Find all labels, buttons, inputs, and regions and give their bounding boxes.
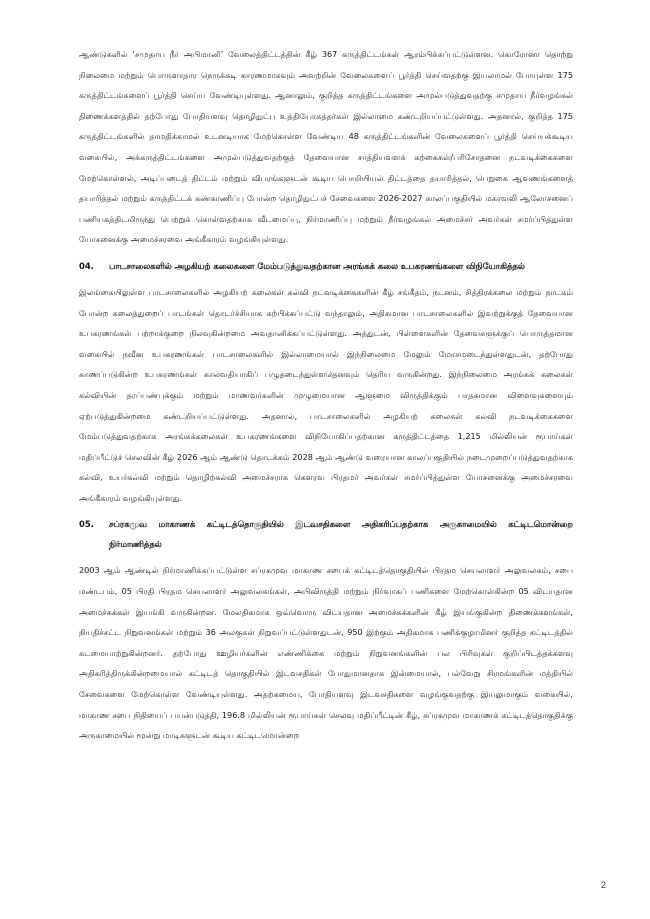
page-number: 2	[600, 880, 606, 890]
section-05-title: சப்ரகமுவ மாகாணக் கட்டிடத்தொகுதியில் இடவசதிகளை அதிகரிப்பதற்காக அருகாமையில் கட்டிடமொன்றை நிர்மாணித்தல்	[109, 519, 573, 550]
section-04-title: பாடசாலைகளில் அழகியற் கலைகளை மேம்படுத்துவதற்கான அரங்கக் கலை உபகரணங்களை விநியோகித்தல்	[109, 260, 525, 271]
intro-paragraph: ஆண்டுகளில் ‘சமுதாய நீர் அபிமானி’ வேலைத்திட்டத்தின் கீழ் 367 கருத்திட்டங்கள் ஆரம்பிக்கப்பட்டுள்ளன. கொரோனா தொற்று நிலைமை மற்றும் பொருளாதார நெருக்கடி காரணமாகவும் அவற்றின் வேலைகளைப் பூர்த்தி செய்வதற்கு இயலாமல் போயுள்ள 175 கருத்திட்டங்களைப் பூர்த்தி செய்ய வேண்டியுள்ளது. ஆனாலும், குறித்த கருத்திட்டங்களை அமுல்படுத்துவதற்கு சமுதாய நீர்வழங்கல் திணைக்களத்தில் தற்போது போதியளவு தொழிநுட்ப உத்தியோகத்தர்கள் இல்லாமை கண்டறியப்பட்டுள்ளது. அதனால், குறித்த 175 கருத்திட்டங்களில் தாமதிக்காமல் உடனடியாக மேற்கொள்ள வேண்டிய 48 கருத்திட்டங்களின் வேலைகளைப் பூர்த்தி செய்யக்கூடிய வகையில், அக்கருத்திட்டங்களை அமுல்படுத்துவதற்குத் தேவையான சாத்தியவளக் கற்கைகள்/பரிசோதனை நடவடிக்கைகளை மேற்கொள்ளல், அடிப்படைத் திட்டம் மற்றும் விபரங்களுடன் கூடிய பொறியியல் திட்டத்தை தயாரித்தல், பெறுகை ஆவணங்களைத் தயாரித்தல் மற்றும் கருத்திட்டக் கண்காணிப்பு போன்ற தொழிநுட்பச் சேவைகளை 2026-2027 காலப்பகுதியில் மகாவலி ஆலோசனைப் பணியகத்திடமிருந்து பெற்றுக் கொள்வதற்காக வீடமைப்பு, நிர்மாணிப்பு மற்றும் நீர்வழங்கல் அமைச்சர் அவர்கள் சமர்ப்பித்துள்ள யோசனைக்கு அமைச்சரவை அங்கீகாரம் வழங்கியுள்ளது.	[79, 49, 573, 245]
section-05-body: 2003 ஆம் ஆண்டில் நிர்மாணிக்கப்பட்டுள்ள சப்ரகமுவ மாகாண சபைக் கட்டிடத்தொகுதியில் பிரதம செயலாளர் அலுவலகம், சபை மண்டபம், 05 பிரதி பிரதம செயலாளர் அலுவலகங்கள், அபிவிருத்தி மற்றும் நிர்வாகப் பணிகளை மேற்கொள்கின்ற 05 விடயதான அமைச்சுக்கள் இயங்கி வருகின்றன. மேலதிகமாக ஒவ்வொரு விடயதான அமைச்சுக்களின் கீழ் இயங்குகின்ற திணைக்களங்கள், நியதிச்சட்ட நிறுவனங்கள் மற்றும் 36 அலகுகள் நிறுவப்பட்டுள்ளதுடன், 950 இற்கும் அதிகமாக பணிக்குழாமினர் குறித்த கட்டிடத்தில் கடமையாற்றுகின்றனர். தற்போது ஊழியர்களின் எண்ணிக்கை மற்றும் நிறுவனங்களின் பல பிரிவுகள் குறிப்பிடத்தக்களவு அதிகரித்திருக்கின்றமையால் கட்டிடத் தொகுதியில் இடவசதிகள் போதுமானதாக இன்மையால், பல்வேறு சிரமங்களின் மத்தியில் சேவைகளை மேற்கொள்ள வேண்டியுள்ளது. அதற்கமைய, போதியளவு இடவசதிகளை வழங்குவதற்கு இயலுமாகும் வகையில், மாகாண சபை நிதியைப் பயன்படுத்தி, 196.8 மில்லியன் ரூபாய்கள் செலவு மதிப்பீட்டின் கீழ், சப்ரகமுவ மாகாணக் கட்டிடத்தொகுதிக்கு அருகாமையில் மூன்று மாடிகளுடன் கூடிய கட்டிடமொன்றை	[79, 565, 573, 741]
section-04-heading	[79, 256, 573, 276]
section-05-heading	[79, 514, 573, 554]
section-04-body: இலங்கையிலுள்ள பாடசாலைகளில் அழகியற் கலைகள் கல்வி நடவடிக்கைகளின் கீழ் சங்கீதம், நடனம், சித்திரக்கலை மற்றும் நாடகம் போன்ற கலைத்துறைப் பாடங்கள் தொடர்ச்சியாக கற்பிக்கப்பட்டு வந்தாலும், அதிகமான பாடசாலைகளில் இவற்றுக்குத் தேவையான உபகரணங்கள் பற்றாக்குறை நிலவுகின்றமை அவதானிக்கப்பட்டுள்ளது. அத்துடன், பிள்ளைகளின் தேவைகளுக்குப் பொருத்தமான வகையில் நவீன உபகரணங்கள் பாடசாலைகளில் இல்லாமையால் இந்நிலைமை மேலும் மோசமடைந்துள்ளதுடன், தற்போது காணப்படுகின்ற உபகரணங்கள் காலவதியாகிப் பழுதடைந்துள்ளதெனவும் தெரிய வருகின்றது. இந்நிலைமை அரங்கக் கலைகள் கல்வியின் தரப்பண்புக்கும் மற்றும் மாணவர்களின் முழுமையான ஆளுமை விருத்திக்கும் பாதகமான விளைவுகளையும் ஏற்படுத்துகின்றமை கண்டறியப்பட்டுள்ளது. அதனால், பாடசாலைகளில் அழகியற் கலைகள் கல்வி நடவடிக்கைகளை மேம்படுத்துவதற்காக அரங்கக்கலைகள் உபகரணங்களை விநியோகிப்பதற்கான கருத்திட்டத்தை 1,215 மில்லியன் ரூபாய்கள் மதிப்பீட்டுச் செலவின் கீழ் 2026 ஆம் ஆண்டு தொடக்கம் 2028 ஆம் ஆண்டு வரையான காலப்பகுதியில் நடைமுறைப்படுத்துவதற்காக கல்வி, உயர்கல்வி மற்றும் தொழிற்கல்வி அமைச்சராக கௌரவ பிரதமர் அவர்கள் சமர்ப்பித்துள்ள யோசனைக்கு அமைச்சரவை அங்கீகாரம் வழங்கியுள்ளது.	[79, 286, 573, 503]
section-05-number: 05.	[79, 519, 94, 530]
document-page	[79, 44, 573, 746]
section-04-number: 04.	[79, 260, 94, 271]
